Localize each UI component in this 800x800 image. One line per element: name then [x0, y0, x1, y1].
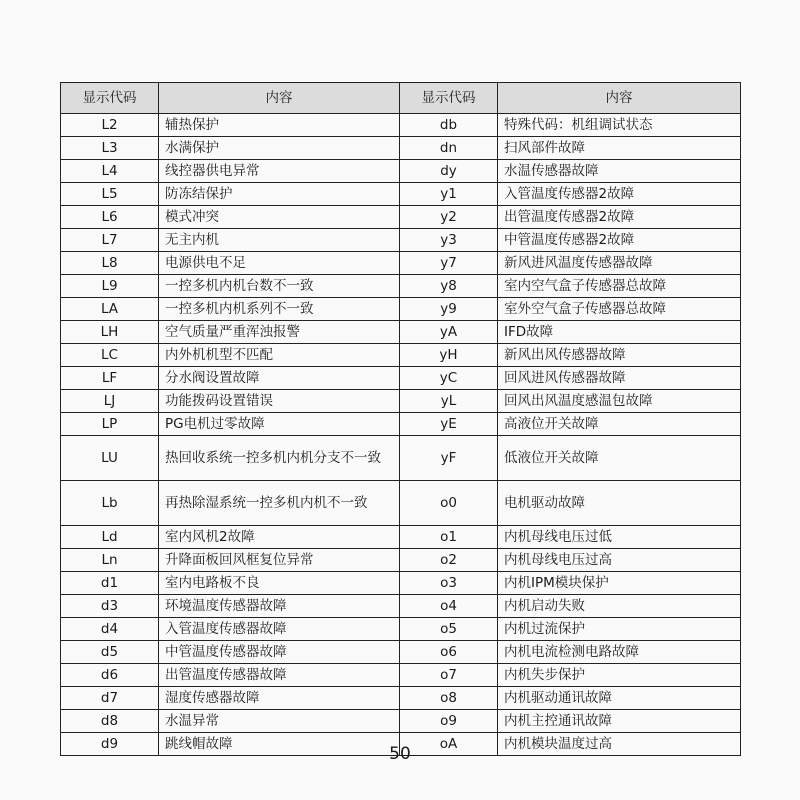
code-cell: o1: [400, 526, 498, 549]
code-cell: y3: [400, 229, 498, 252]
description-cell: 内机过流保护: [498, 618, 741, 641]
code-cell: Ld: [61, 526, 159, 549]
description-cell: 新风进风温度传感器故障: [498, 252, 741, 275]
description-cell: 内机失步保护: [498, 664, 741, 687]
code-cell: o9: [400, 710, 498, 733]
code-cell: LP: [61, 413, 159, 436]
code-cell: o7: [400, 664, 498, 687]
header-display-code: 显示代码: [61, 83, 159, 114]
description-cell: 防冻结保护: [159, 183, 400, 206]
description-cell: 辅热保护: [159, 114, 400, 137]
table-row: [61, 298, 741, 321]
description-cell: 分水阀设置故障: [159, 367, 400, 390]
description-cell: 一控多机内机台数不一致: [159, 275, 400, 298]
header-content: 内容: [159, 83, 400, 114]
table-row: [61, 526, 741, 549]
code-cell: yE: [400, 413, 498, 436]
table-row: [61, 321, 741, 344]
code-cell: o3: [400, 572, 498, 595]
description-cell: 再热除湿系统一控多机内机不一致: [159, 481, 400, 526]
table-row: [61, 572, 741, 595]
code-cell: o2: [400, 549, 498, 572]
table-row: [61, 481, 741, 526]
code-cell: LU: [61, 436, 159, 481]
code-cell: L3: [61, 137, 159, 160]
description-cell: 湿度传感器故障: [159, 687, 400, 710]
table-row: [61, 687, 741, 710]
description-cell: 扫风部件故障: [498, 137, 741, 160]
description-cell: 模式冲突: [159, 206, 400, 229]
code-cell: d4: [61, 618, 159, 641]
code-cell: db: [400, 114, 498, 137]
code-cell: o8: [400, 687, 498, 710]
code-cell: d7: [61, 687, 159, 710]
code-cell: d5: [61, 641, 159, 664]
description-cell: 出管温度传感器2故障: [498, 206, 741, 229]
description-cell: 内机驱动通讯故障: [498, 687, 741, 710]
code-cell: Lb: [61, 481, 159, 526]
description-cell: 入管温度传感器故障: [159, 618, 400, 641]
description-cell: 新风出风传感器故障: [498, 344, 741, 367]
error-code-table: [60, 82, 741, 756]
table-row: [61, 390, 741, 413]
code-cell: yC: [400, 367, 498, 390]
table-row: [61, 710, 741, 733]
table-row: [61, 549, 741, 572]
code-cell: d3: [61, 595, 159, 618]
description-cell: 水温异常: [159, 710, 400, 733]
code-cell: dy: [400, 160, 498, 183]
code-cell: y2: [400, 206, 498, 229]
code-cell: d8: [61, 710, 159, 733]
description-cell: 一控多机内机系列不一致: [159, 298, 400, 321]
code-cell: L8: [61, 252, 159, 275]
code-cell: d1: [61, 572, 159, 595]
code-cell: o5: [400, 618, 498, 641]
code-cell: L2: [61, 114, 159, 137]
code-cell: LA: [61, 298, 159, 321]
table-row: [61, 252, 741, 275]
description-cell: 内机主控通讯故障: [498, 710, 741, 733]
code-cell: L6: [61, 206, 159, 229]
table-row: [61, 206, 741, 229]
description-cell: 室外空气盒子传感器总故障: [498, 298, 741, 321]
description-cell: 环境温度传感器故障: [159, 595, 400, 618]
code-cell: yF: [400, 436, 498, 481]
description-cell: 回风进风传感器故障: [498, 367, 741, 390]
table-row: [61, 618, 741, 641]
code-cell: o4: [400, 595, 498, 618]
description-cell: 中管温度传感器2故障: [498, 229, 741, 252]
code-cell: LJ: [61, 390, 159, 413]
table-body: [61, 114, 741, 756]
description-cell: 出管温度传感器故障: [159, 664, 400, 687]
description-cell: 室内风机2故障: [159, 526, 400, 549]
code-cell: LC: [61, 344, 159, 367]
description-cell: 内机模块温度过高: [498, 733, 741, 756]
description-cell: 水温传感器故障: [498, 160, 741, 183]
table-row: [61, 344, 741, 367]
description-cell: 内机启动失败: [498, 595, 741, 618]
description-cell: 电源供电不足: [159, 252, 400, 275]
description-cell: 无主内机: [159, 229, 400, 252]
table-row: [61, 595, 741, 618]
code-cell: d9: [61, 733, 159, 756]
header-content: 内容: [498, 83, 741, 114]
code-cell: dn: [400, 137, 498, 160]
description-cell: IFD故障: [498, 321, 741, 344]
description-cell: 室内电路板不良: [159, 572, 400, 595]
description-cell: 中管温度传感器故障: [159, 641, 400, 664]
code-cell: yA: [400, 321, 498, 344]
code-cell: y7: [400, 252, 498, 275]
table-row: [61, 367, 741, 390]
description-cell: 内机母线电压过低: [498, 526, 741, 549]
code-cell: yL: [400, 390, 498, 413]
description-cell: 线控器供电异常: [159, 160, 400, 183]
description-cell: 热回收系统一控多机内机分支不一致: [159, 436, 400, 481]
description-cell: 室内空气盒子传感器总故障: [498, 275, 741, 298]
code-cell: L4: [61, 160, 159, 183]
code-cell: y1: [400, 183, 498, 206]
description-cell: 内外机机型不匹配: [159, 344, 400, 367]
code-cell: y9: [400, 298, 498, 321]
page-number: 50: [389, 744, 411, 764]
code-cell: y8: [400, 275, 498, 298]
table-row: [61, 137, 741, 160]
description-cell: 高液位开关故障: [498, 413, 741, 436]
table-row: [61, 183, 741, 206]
table-row: [61, 160, 741, 183]
table-row: [61, 436, 741, 481]
table-row: [61, 114, 741, 137]
description-cell: 水满保护: [159, 137, 400, 160]
description-cell: 回风出风温度感温包故障: [498, 390, 741, 413]
header-display-code: 显示代码: [400, 83, 498, 114]
table-row: [61, 275, 741, 298]
code-cell: o0: [400, 481, 498, 526]
description-cell: 内机电流检测电路故障: [498, 641, 741, 664]
code-cell: L5: [61, 183, 159, 206]
table-row: [61, 641, 741, 664]
description-cell: 特殊代码：机组调试状态: [498, 114, 741, 137]
code-cell: L9: [61, 275, 159, 298]
description-cell: 低液位开关故障: [498, 436, 741, 481]
code-cell: o6: [400, 641, 498, 664]
description-cell: 电机驱动故障: [498, 481, 741, 526]
code-cell: oA: [400, 733, 498, 756]
table-row: [61, 664, 741, 687]
code-cell: d6: [61, 664, 159, 687]
code-cell: Ln: [61, 549, 159, 572]
description-cell: 内机母线电压过高: [498, 549, 741, 572]
code-cell: LF: [61, 367, 159, 390]
code-cell: L7: [61, 229, 159, 252]
description-cell: 功能拨码设置错误: [159, 390, 400, 413]
description-cell: 升降面板回风框复位异常: [159, 549, 400, 572]
description-cell: 空气质量严重浑浊报警: [159, 321, 400, 344]
description-cell: 内机IPM模块保护: [498, 572, 741, 595]
description-cell: PG电机过零故障: [159, 413, 400, 436]
description-cell: 跳线帽故障: [159, 733, 400, 756]
description-cell: 入管温度传感器2故障: [498, 183, 741, 206]
table-row: [61, 229, 741, 252]
table-row: [61, 413, 741, 436]
table-header-row: [61, 83, 741, 114]
code-cell: yH: [400, 344, 498, 367]
code-cell: LH: [61, 321, 159, 344]
